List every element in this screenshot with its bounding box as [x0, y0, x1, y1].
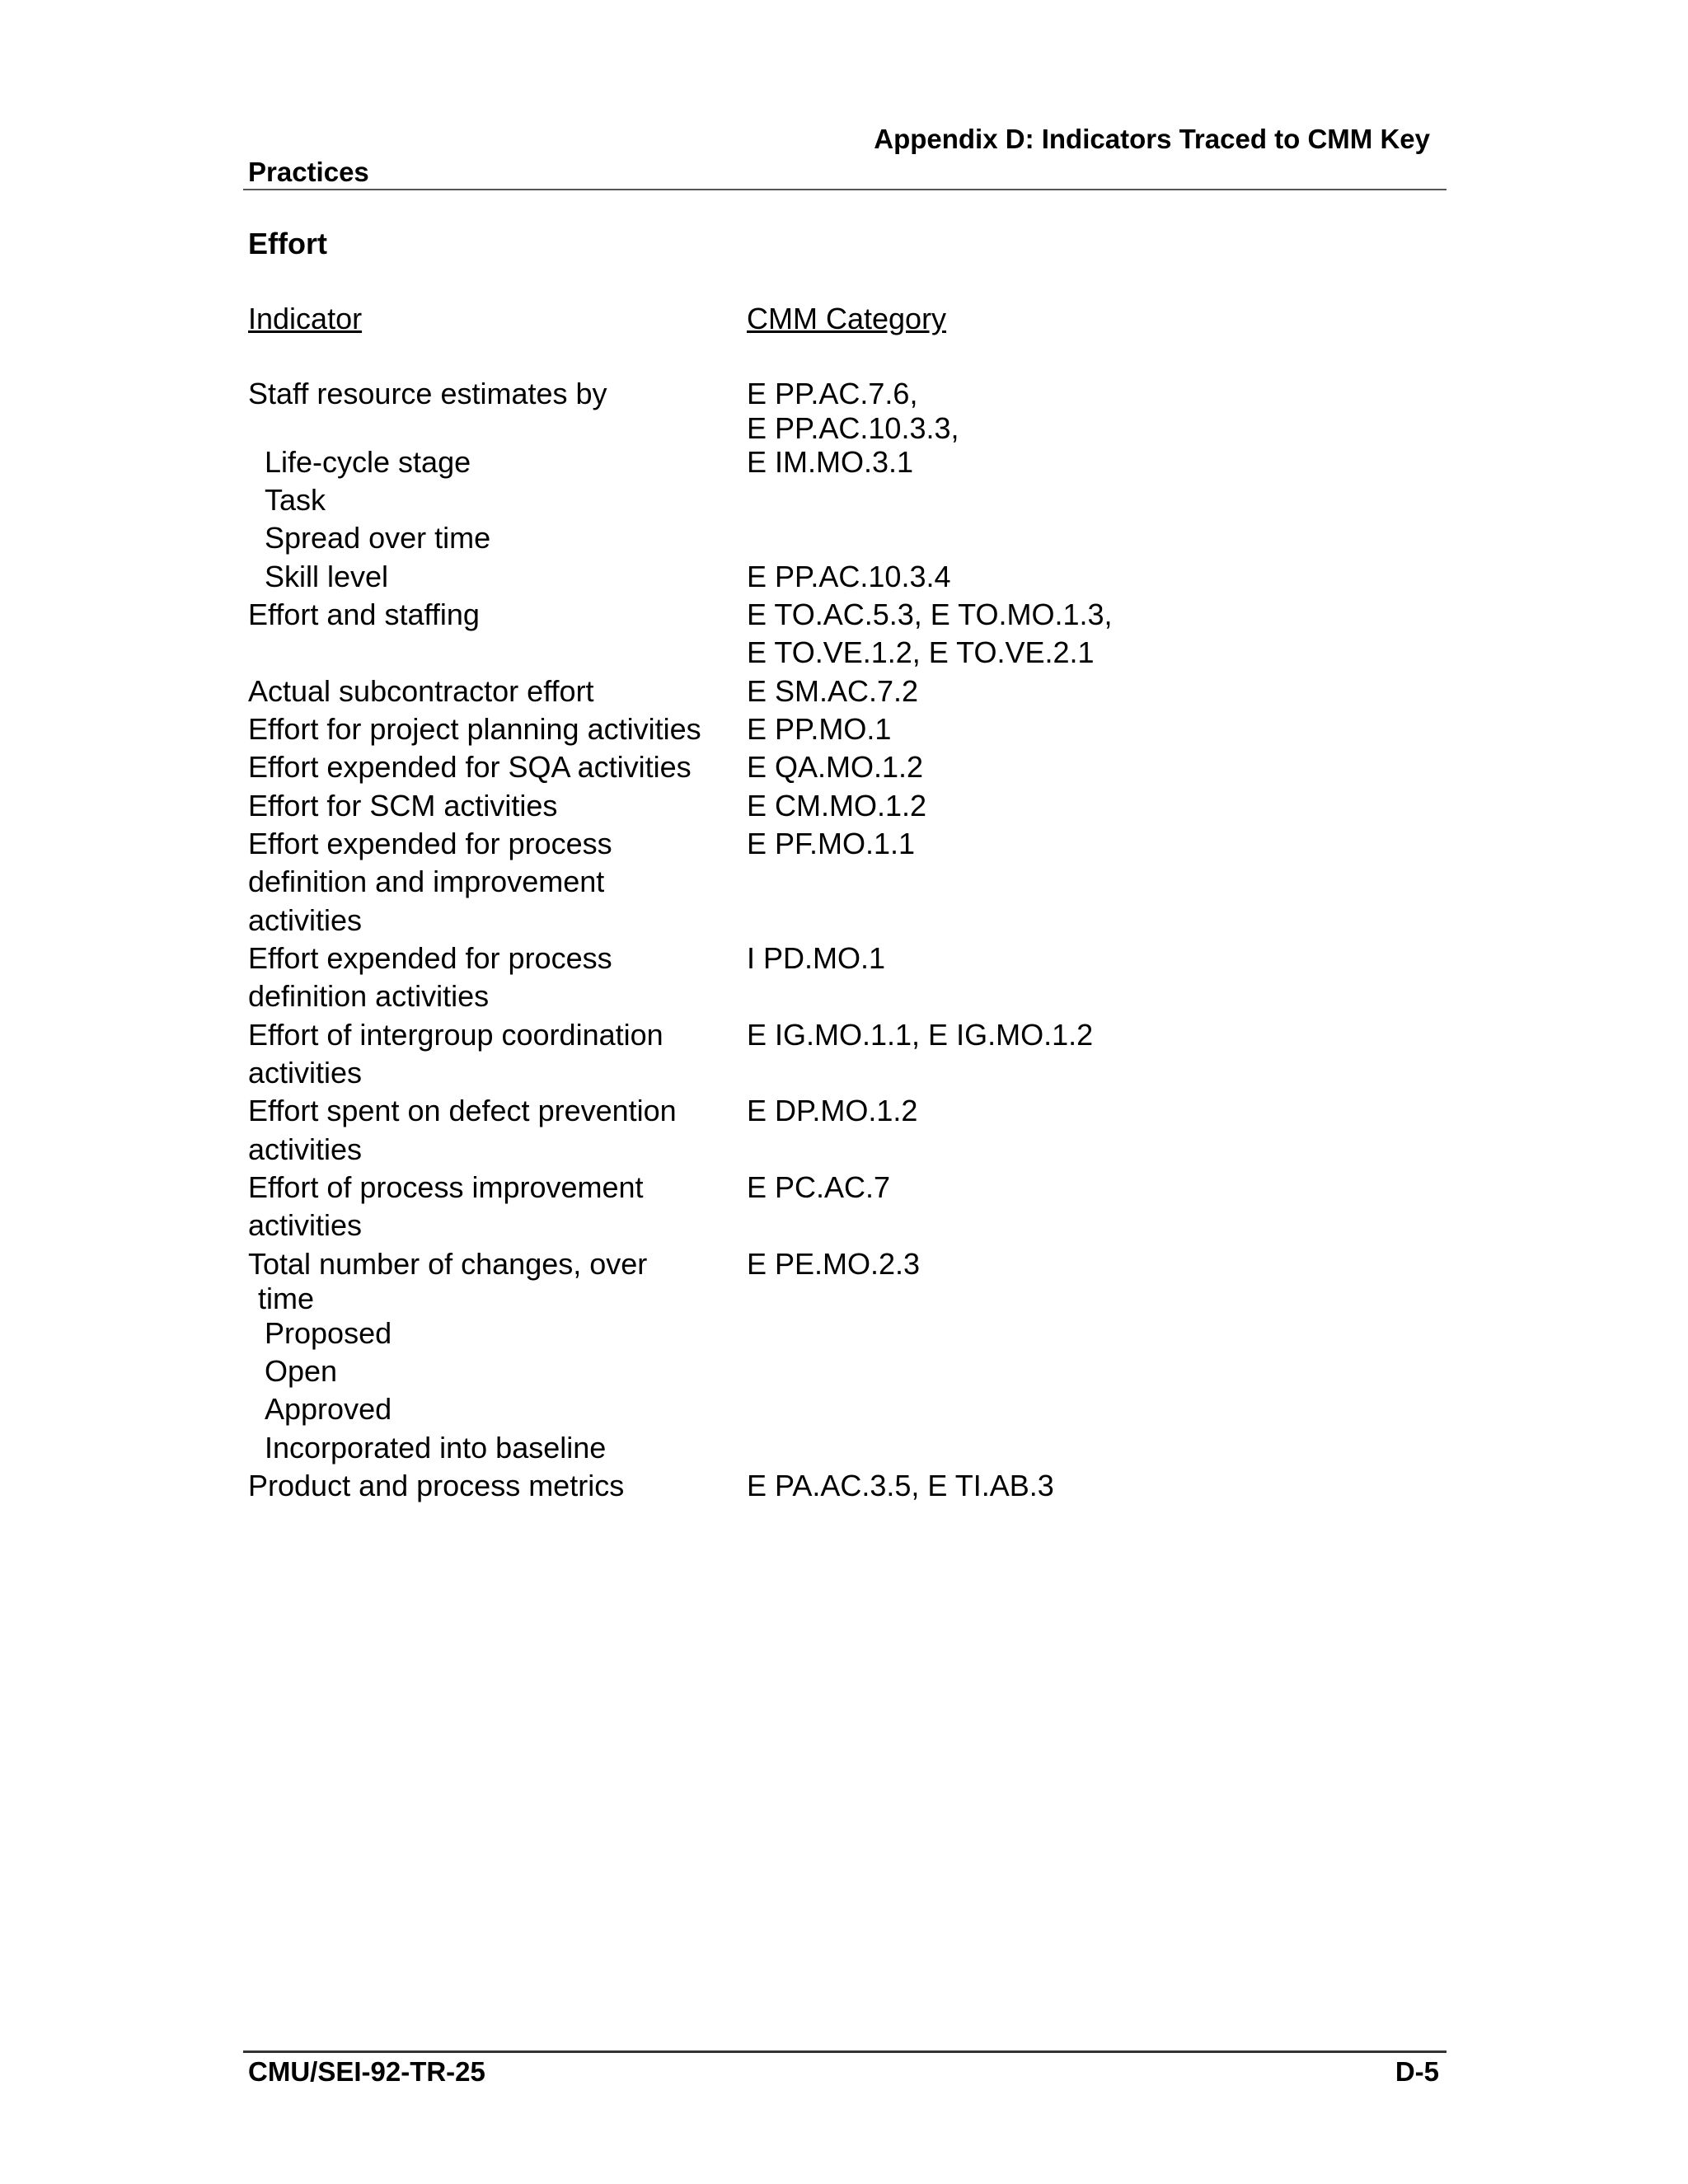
- indicator-line: Actual subcontractor effort: [248, 674, 594, 708]
- indicator-line: Effort spent on defect prevention: [248, 1094, 677, 1127]
- cmm-category-line: E DP.MO.1.2: [747, 1094, 918, 1127]
- footer-report-number: CMU/SEI-92-TR-25: [248, 2056, 485, 2087]
- indicator-line: Effort expended for process: [248, 827, 612, 860]
- indicator-line: activities: [248, 903, 363, 937]
- header-appendix-title: Appendix D: Indicators Traced to CMM Key: [874, 124, 1430, 154]
- footer-page-number: D-5: [1395, 2056, 1439, 2087]
- cmm-category-line: E PP.AC.7.6,: [747, 377, 918, 410]
- indicator-line: activities: [248, 1132, 363, 1166]
- indicator-line: Effort expended for process: [248, 941, 612, 975]
- cmm-category-line: E PE.MO.2.3: [747, 1247, 921, 1281]
- cmm-category-line: E PA.AC.3.5, E TI.AB.3: [747, 1469, 1054, 1502]
- cmm-category-line: E SM.AC.7.2: [747, 674, 919, 708]
- indicator-line: time: [258, 1282, 315, 1315]
- cmm-category-line: E PF.MO.1.1: [747, 827, 916, 860]
- cmm-category-line: E CM.MO.1.2: [747, 789, 927, 823]
- cmm-category-line: E PP.MO.1: [747, 712, 892, 746]
- cmm-category-line: E IM.MO.3.1: [747, 445, 914, 479]
- header-practices: Practices: [248, 157, 369, 187]
- header-rule: [243, 189, 1447, 190]
- indicator-line: Total number of changes, over: [248, 1247, 648, 1281]
- indicator-line: Life-cycle stage: [265, 445, 471, 479]
- indicator-line: Effort of process improvement: [248, 1170, 644, 1204]
- cmm-category-line: I PD.MO.1: [747, 941, 886, 975]
- footer-rule: [243, 2050, 1447, 2053]
- indicator-line: Open: [265, 1354, 338, 1388]
- indicator-line: Effort of intergroup coordination: [248, 1018, 663, 1052]
- cmm-category-line: E TO.AC.5.3, E TO.MO.1.3,: [747, 598, 1113, 631]
- indicator-line: Task: [265, 483, 326, 517]
- column-header-cmm-category: CMM Category: [747, 302, 947, 335]
- indicator-line: activities: [248, 1056, 363, 1090]
- indicator-line: definition activities: [248, 979, 490, 1013]
- indicator-line: Product and process metrics: [248, 1469, 625, 1502]
- column-header-indicator: Indicator: [248, 302, 363, 335]
- indicator-line: Approved: [265, 1392, 392, 1426]
- cmm-category-line: E PP.AC.10.3.3,: [747, 411, 959, 445]
- indicator-line: Proposed: [265, 1316, 392, 1350]
- indicator-line: Staff resource estimates by: [248, 377, 607, 410]
- indicator-line: Effort for SCM activities: [248, 789, 558, 823]
- cmm-category-line: E IG.MO.1.1, E IG.MO.1.2: [747, 1018, 1094, 1052]
- indicator-line: Incorporated into baseline: [265, 1431, 607, 1465]
- indicator-line: Skill level: [265, 560, 389, 593]
- indicator-line: definition and improvement: [248, 865, 605, 898]
- cmm-category-line: E PP.AC.10.3.4: [747, 560, 951, 593]
- cmm-category-line: E PC.AC.7: [747, 1170, 891, 1204]
- indicator-line: Effort expended for SQA activities: [248, 750, 692, 784]
- section-title: Effort: [248, 227, 327, 260]
- indicator-line: Spread over time: [265, 521, 491, 555]
- cmm-category-line: E QA.MO.1.2: [747, 750, 924, 784]
- indicator-line: activities: [248, 1208, 363, 1242]
- cmm-category-line: E TO.VE.1.2, E TO.VE.2.1: [747, 635, 1095, 669]
- indicator-line: Effort and staffing: [248, 598, 480, 631]
- indicator-line: Effort for project planning activities: [248, 712, 701, 746]
